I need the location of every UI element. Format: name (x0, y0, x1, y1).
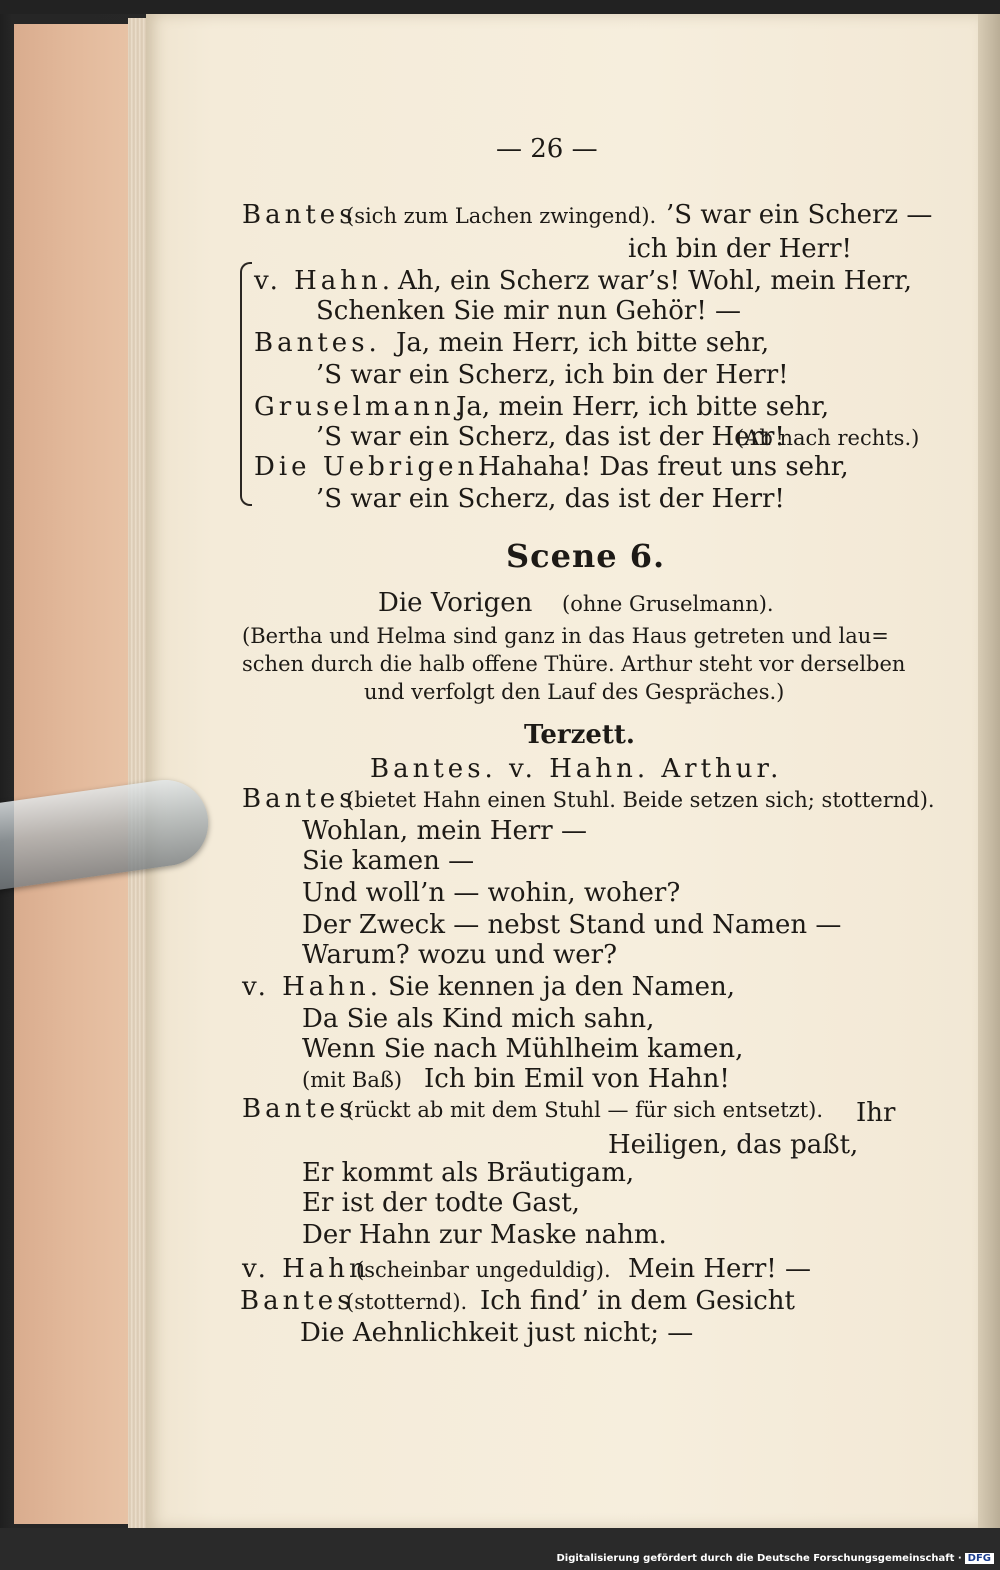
verse-line: ’S war ein Scherz, das ist der Herr! (316, 422, 785, 452)
stage-direction: (ohne Gruselmann). (562, 592, 774, 616)
page-stack (128, 18, 148, 1528)
scene-heading: Scene 6. (506, 537, 666, 575)
verse-line: Hahaha! Das freut uns sehr, (478, 452, 849, 482)
ensemble-brace (240, 262, 252, 506)
verse-line: Ihr (856, 1098, 896, 1128)
verse-line: Ja, mein Herr, ich bitte sehr, (396, 328, 770, 358)
cast-line: Die Vorigen (378, 588, 533, 618)
verse-line: Ja, mein Herr, ich bitte sehr, (456, 392, 830, 422)
verse-line: Heiligen, das paßt, (608, 1130, 859, 1160)
verse-line: ich bin der Herr! (628, 234, 852, 264)
speaker-hahn: v. Hahn. (242, 972, 383, 1002)
verse-line: Wohlan, mein Herr — (302, 816, 587, 846)
stage-direction: (sich zum Lachen zwingend). (346, 204, 657, 228)
verse-line: ’S war ein Scherz, das ist der Herr! (316, 484, 785, 514)
verse-line: Wenn Sie nach Mühlheim kamen, (302, 1034, 744, 1064)
verse-line: Und woll’n — wohin, woher? (302, 878, 681, 908)
stage-direction: (Ab nach rechts.) (736, 426, 920, 450)
stage-direction: (mit Baß) (302, 1068, 403, 1092)
verse-line: Der Hahn zur Maske nahm. (302, 1220, 667, 1250)
stage-direction: (Bertha und Helma sind ganz in das Haus getreten und lau= (242, 624, 889, 648)
digitization-footer (557, 1553, 995, 1564)
speaker-uebrigen: Die Uebrigen. (254, 452, 491, 482)
verse-line: Sie kamen — (302, 846, 475, 876)
verse-line: Der Zweck — nebst Stand und Namen — (302, 910, 842, 940)
verse-line: Mein Herr! — (628, 1254, 811, 1284)
verse-line: Warum? wozu und wer? (302, 940, 618, 970)
speaker-gruselmann: Gruselmann. (254, 392, 467, 422)
stage-direction: und verfolgt den Lauf des Gespräches.) (364, 680, 785, 704)
stage-direction: schen durch die halb offene Thüre. Arthur steht vor derselben (242, 652, 906, 676)
verse-line: Die Aehnlichkeit just nicht; — (300, 1318, 694, 1348)
book-cover-edge (14, 24, 134, 1524)
speaker-hahn: v. Hahn. (254, 266, 395, 296)
terzett-heading: Terzett. (524, 720, 635, 750)
stage-direction: (bietet Hahn einen Stuhl. Beide setzen sich; stotternd). (346, 788, 935, 812)
stage-direction: (stotternd). (346, 1290, 468, 1314)
speaker-bantes: Bantes (242, 784, 357, 814)
speaker-bantes: Bantes. (254, 328, 381, 358)
scanner-edge-top (0, 0, 1000, 14)
page-number: — 26 — (496, 134, 598, 164)
footer-text: Digitalisierung gefördert durch die Deutsche Forschungsgemeinschaft · (556, 1553, 962, 1564)
verse-line: Sie kennen ja den Namen, (388, 972, 735, 1002)
verse-line: ’S war ein Scherz — (666, 200, 933, 230)
dfg-logo: DFG (965, 1553, 994, 1564)
speaker-hahn: v. Hahn (242, 1254, 370, 1284)
speaker-bantes: Bantes (240, 1286, 355, 1316)
stage-direction: (rückt ab mit dem Stuhl — für sich entsetzt). (346, 1098, 824, 1122)
verse-line: Ich bin Emil von Hahn! (424, 1064, 730, 1094)
cast-line: Bantes. v. Hahn. Arthur. (370, 754, 783, 784)
verse-line: Ich find’ in dem Gesicht (480, 1286, 795, 1316)
verse-line: Da Sie als Kind mich sahn, (302, 1004, 655, 1034)
verse-line: Er ist der todte Gast, (302, 1188, 580, 1218)
verse-line: Er kommt als Bräutigam, (302, 1158, 635, 1188)
stage-direction: (scheinbar ungeduldig). (356, 1258, 611, 1282)
verse-line: Schenken Sie mir nun Gehör! — (316, 296, 742, 326)
verse-line: ’S war ein Scherz, ich bin der Herr! (316, 360, 789, 390)
verse-line: Ah, ein Scherz war’s! Wohl, mein Herr, (398, 266, 913, 296)
speaker-bantes: Bantes (242, 200, 357, 230)
page-right-edge (978, 14, 1000, 1528)
speaker-bantes: Bantes (242, 1094, 357, 1124)
